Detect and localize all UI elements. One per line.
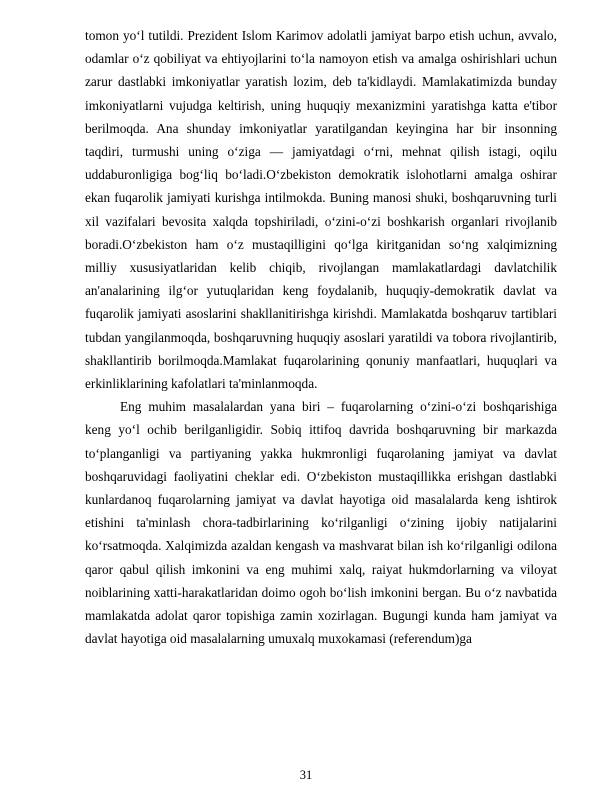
body-text <box>85 24 557 650</box>
page-number: 31 <box>299 768 313 782</box>
paragraph: tomon yo‘l tutildi. Prezident Islom Karimov adolatli jamiyat barpo etish uchun, avvalo, odamlar o‘z qobiliyat va ehtiyojlarini to‘la namoyon etish va amalga oshirishlari uchun zarur dastlabki imkoniyatlar yaratish lozim, deb ta'kidlaydi. Mamlakatimizda bunday imkoniyatlarni vujudga keltirish, uning huquqiy mexanizmini yaratishga katta e'tibor berilmoqda. Ana shunday imkoniyatlar yaratilgandan keyingina har bir insonning taqdiri, turmushi uning o‘ziga — jamiyatdagi o‘rni, mehnat qilish istagi, oqilu uddaburonligiga bog‘liq bo‘ladi.O‘zbekiston demokratik islohotlarni amalga oshirar ekan fuqarolik jamiyati kurishga intilmokda. Buning manosi shuki, boshqaruvning turli xil vazifalari bevosita xalqda topshiriladi, o‘zini-o‘zi boshkarish organlari rivojlanib boradi.O‘zbekiston ham o‘z mustaqilligini qo‘lga kiritganidan so‘ng xalqimizning milliy xususiyatlaridan kelib chiqib, rivojlangan mamlakatlardagi davlatchilik an'analarining ilg‘or yutuqlaridan keng foydalanib, huquqiy-demokratik davlat va fuqarolik jamiyati asoslarini shakllanitirishga kirishdi. Mamlakatda boshqaruv tartiblari tubdan yangilanmoqda, boshqaruvning huquqiy asoslari yaratildi va tobora rivojlantirib, shakllantirib borilmoqda.Mamlakat fuqarolarining qonuniy manfaatlari, huquqlari va erkinliklarining kafolatlari ta'minlanmoqda. <box>85 28 557 392</box>
paragraph: Eng muhim masalalardan yana biri – fuqarolarning o‘zini-o‘zi boshqarishiga keng yo‘l ochib berilganligidir. Sobiq ittifoq davrida boshqaruvning bir markazda to‘planganligi va partiyaning yakka hukmronligi fuqarolaning jamiyat va davlat boshqaruvidagi faoliyatini cheklar edi. O‘zbekiston mustaqillikka erishgan dastlabki kunlardanoq fuqarolarning jamiyat va davlat hayotiga oid masalalarda keng ishtirok etishini ta'minlash chora-tadbirlarining ko‘rilganligi o‘zining ijobiy natijalarini ko‘rsatmoqda. Xalqimizda azaldan kengash va mashvarat bilan ish ko‘rilganligi odilona qaror qabul qilish imkonini va eng muhimi xalq, raiyat hukmdorlarning va viloyat noiblarining xatti-harakatlaridan doimo ogoh bo‘lish imkonini bergan. Bu o‘z navbatida mamlakatda adolat qaror topishiga zamin xozirlagan. Bugungi kunda ham jamiyat va davlat hayotiga oid masalalarning umuxalq muxokamasi (referendum)ga <box>85 399 557 647</box>
